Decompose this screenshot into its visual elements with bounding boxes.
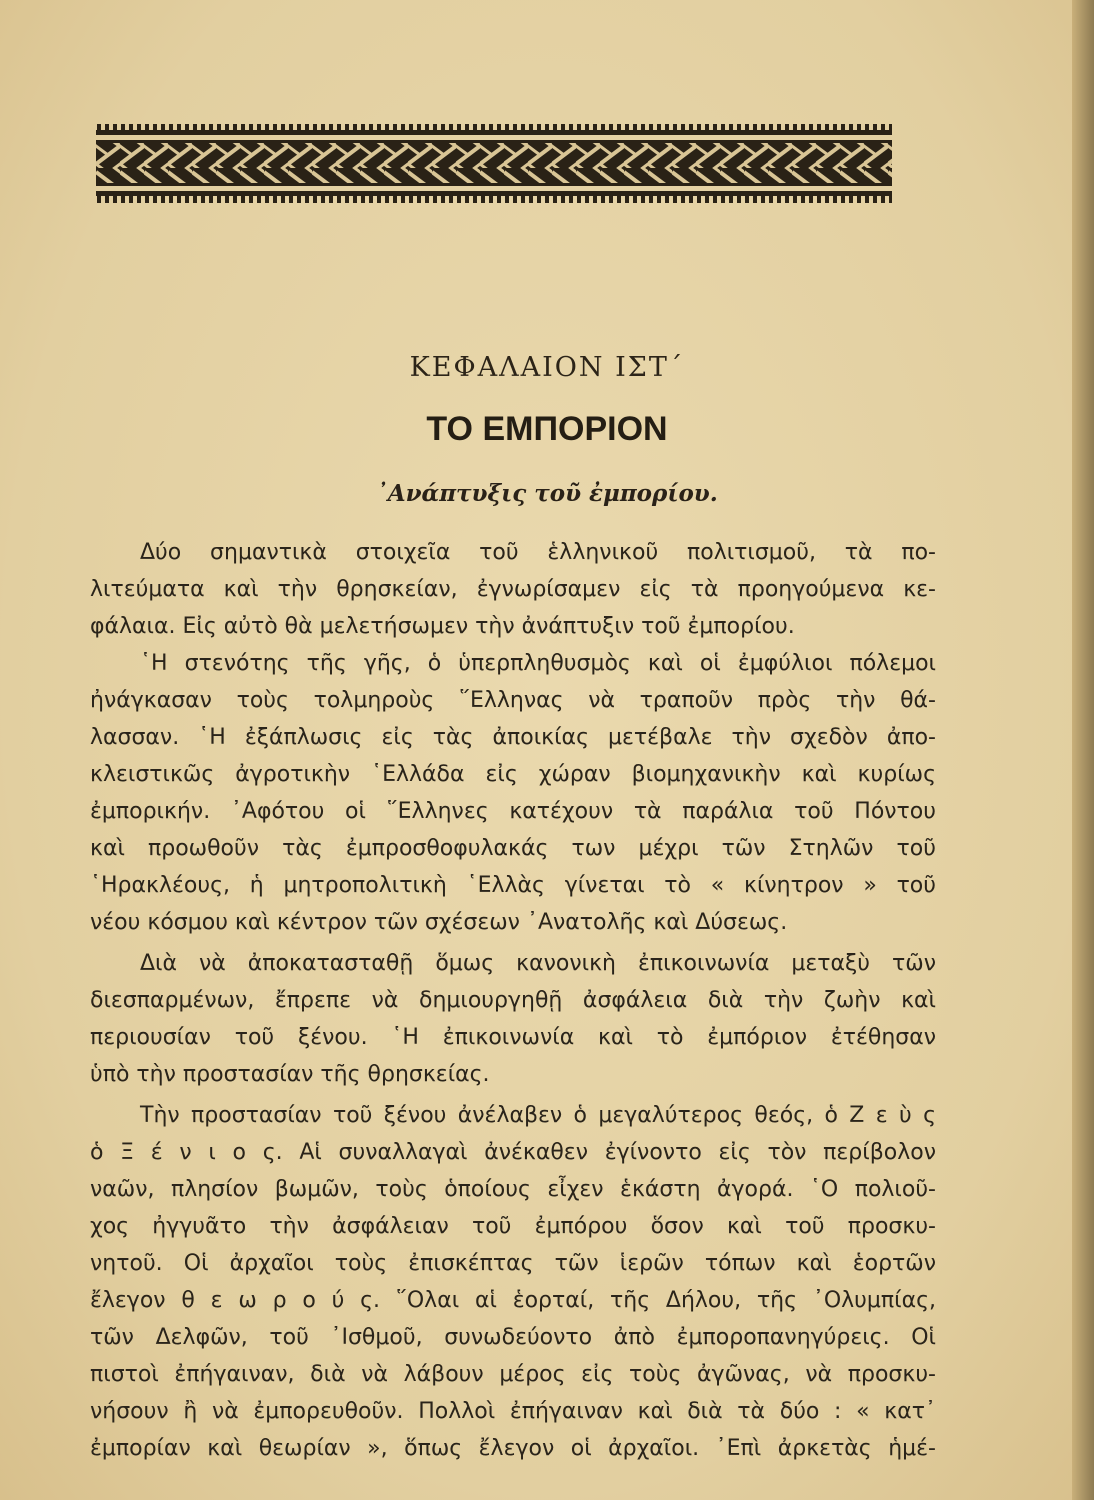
text-line: λιτεύματα καὶ τὴν θρησκείαν, ἐγνωρίσαμεν εἰς τὰ προηγούμενα κε-	[90, 577, 936, 602]
text-line: χος ἠγγυᾶτο τὴν ἀσφάλειαν τοῦ ἐμπόρου ὅσον καὶ τοῦ προσκυ-	[90, 1214, 936, 1239]
text-line: κλειστικῶς ἀγροτικὴν ῾Ελλάδα εἰς χώραν βιομηχανικὴν καὶ κυρίως	[90, 762, 936, 787]
chapter-title: ΤΟ ΕΜΠΟΡΙΟΝ	[426, 410, 668, 448]
text-line: νέου κόσμου καὶ κέντρον τῶν σχέσεων ᾿Ανατολῆς καὶ Δύσεως.	[90, 910, 788, 935]
text-line: Τὴν προστασίαν τοῦ ξένου ἀνέλαβεν ὁ μεγαλύτερος θεός, ὁ Ζ ε ὺ ς	[140, 1103, 936, 1128]
text-line: νητοῦ. Οἱ ἀρχαῖοι τοὺς ἐπισκέπτας τῶν ἱερῶν τόπων καὶ ἑορτῶν	[90, 1251, 936, 1276]
text-line: ἐμπορικήν. ᾿Αφότου οἱ ῞Ελληνες κατέχουν τὰ παράλια τοῦ Πόντου	[90, 799, 936, 824]
text-line: τῶν Δελφῶν, τοῦ ᾿Ισθμοῦ, συνωδεύοντο ἀπὸ ἐμποροπανηγύρεις. Οἱ	[90, 1325, 936, 1350]
text-line: ὁ Ξ έ ν ι ο ς. Αἱ συναλλαγαὶ ἀνέκαθεν ἐγίνοντο εἰς τὸν περίβολον	[90, 1140, 936, 1165]
text-line: πιστοὶ ἐπήγαιναν, διὰ νὰ λάβουν μέρος εἰς τοὺς ἀγῶνας, νὰ προσκυ-	[90, 1362, 936, 1387]
text-line: ἔλεγον θ ε ω ρ ο ύ ς. ῞Ολαι αἱ ἑορταί, τῆς Δήλου, τῆς ᾿Ολυμπίας,	[90, 1288, 936, 1313]
text-line: Διὰ νὰ ἀποκατασταθῇ ὅμως κανονικὴ ἐπικοινωνία μεταξὺ τῶν	[140, 951, 936, 976]
text-line: ναῶν, πλησίον βωμῶν, τοὺς ὁποίους εἶχεν ἑκάστη ἀγορά. ῾Ο πολιοῦ-	[90, 1177, 936, 1202]
chapter-label: ΚΕΦΑΛΑΙΟΝ ΙΣΤ΄	[409, 352, 685, 383]
text-line: ὑπὸ τὴν προστασίαν τῆς θρησκείας.	[90, 1062, 490, 1087]
text-line: ῾Η στενότης τῆς γῆς, ὁ ὑπερπληθυσμὸς καὶ οἱ ἐμφύλιοι πόλεμοι	[140, 651, 936, 676]
text-line: Δύο σημαντικὰ στοιχεῖα τοῦ ἑλληνικοῦ πολιτισμοῦ, τὰ πο-	[140, 540, 936, 565]
text-line: ἠνάγκασαν τοὺς τολμηροὺς ῞Ελληνας νὰ τραποῦν πρὸς τὴν θά-	[90, 688, 936, 713]
section-title: ᾿Ανάπτυξις τοῦ ἐμπορίου.	[376, 480, 718, 507]
page-edge	[1072, 0, 1094, 1500]
text-line: περιουσίαν τοῦ ξένου. ῾Η ἐπικοινωνία καὶ τὸ ἐμπόριον ἐτέθησαν	[90, 1025, 936, 1050]
text-line: καὶ προωθοῦν τὰς ἐμπροσθοφυλακάς των μέχρι τῶν Στηλῶν τοῦ	[90, 836, 936, 861]
text-line: ἐμπορίαν καὶ θεωρίαν », ὅπως ἔλεγον οἱ ἀρχαῖοι. ᾿Επὶ ἀρκετὰς ἡμέ-	[90, 1436, 936, 1461]
text-line: ῾Ηρακλέους, ἡ μητροπολιτικὴ ῾Ελλὰς γίνεται τὸ « κίνητρον » τοῦ	[90, 873, 936, 898]
text-line: λασσαν. ῾Η ἐξάπλωσις εἰς τὰς ἀποικίας μετέβαλε τὴν σχεδὸν ἀπο-	[90, 725, 936, 750]
text-line: φάλαια. Εἰς αὐτὸ θὰ μελετήσωμεν τὴν ἀνάπτυξιν τοῦ ἐμπορίου.	[90, 614, 795, 639]
text-line: νήσουν ἢ νὰ ἐμπορευθοῦν. Πολλοὶ ἐπήγαιναν καὶ διὰ τὰ δύο : « κατ᾿	[90, 1399, 936, 1424]
braided-ornament-band	[96, 124, 892, 208]
body-text	[90, 534, 936, 1467]
text-line: διεσπαρμένων, ἔπρεπε νὰ δημιουργηθῇ ἀσφάλεια διὰ τὴν ζωὴν καὶ	[90, 988, 936, 1013]
